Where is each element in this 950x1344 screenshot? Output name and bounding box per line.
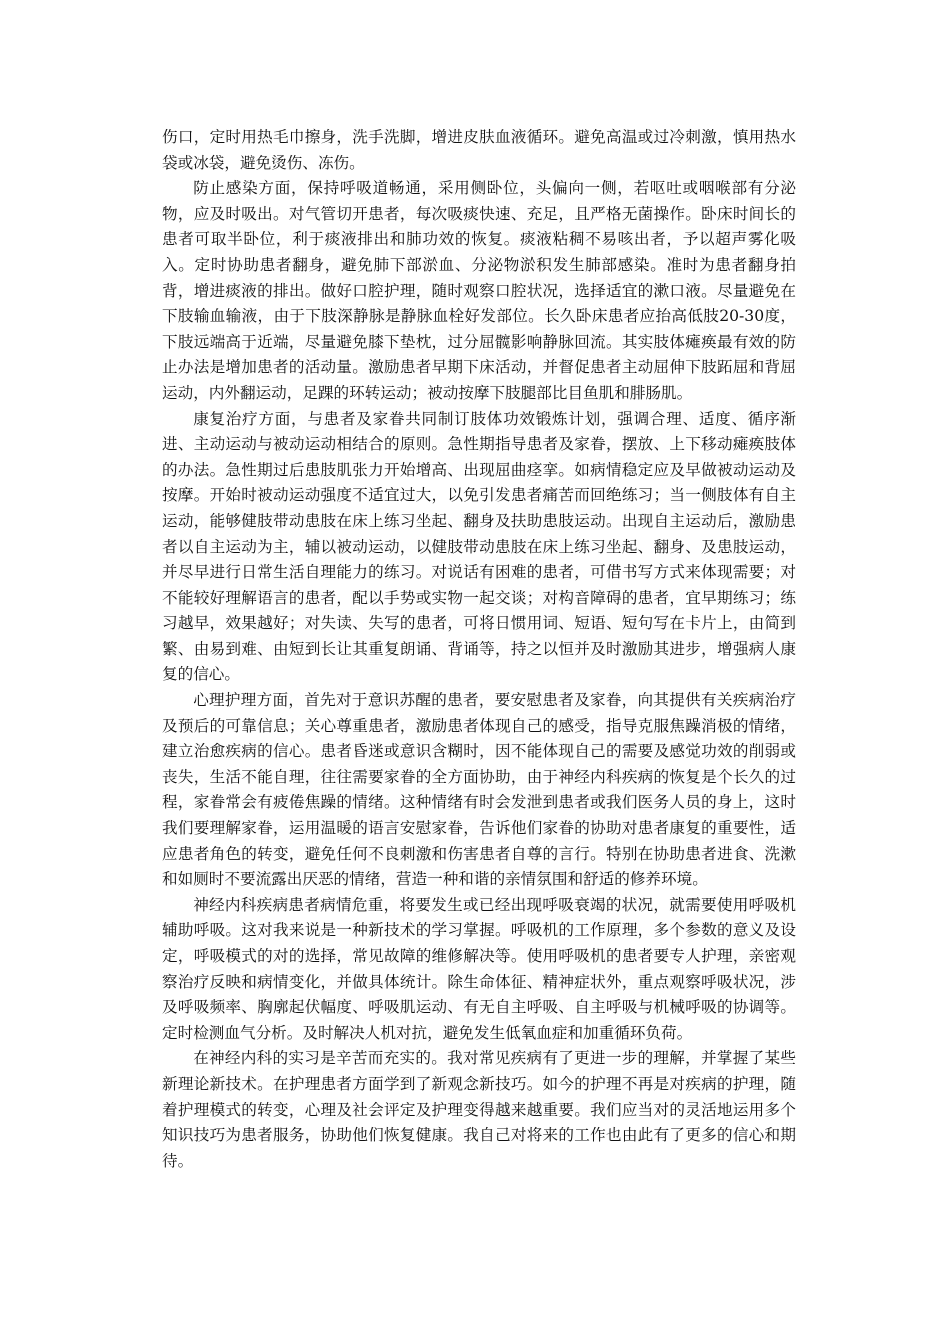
paragraph-psychological-care: 心理护理方面，首先对于意识苏醒的患者，要安慰患者及家眷，向其提供有关疾病治疗及预后的可靠信息；关心尊重患者，激励患者体现自己的感受，指导克服焦躁消极的情绪，建立治愈疾病的信心。患者昏迷或意识含糊时，因不能体现自己的需要及感觉功效的削弱或丧失，生活不能自理，往往需要家眷的全方面协助，由于神经内科疾病的恢复是个长久的过程，家眷常会有疲倦焦躁的情绪。这种情绪有时会发泄到患者或我们医务人员的身上，这时我们要理解家眷，运用温暖的语言安慰家眷，告诉他们家眷的协助对患者康复的重要性，适应患者角色的转变，避免任何不良刺激和伤害患者自尊的言行。特别在协助患者进食、洗漱和如厕时不要流露出厌恶的情绪，营造一种和谐的亲情氛围和舒适的修养环境。: [162, 691, 796, 889]
paragraph-wound-care: 伤口，定时用热毛巾擦身，洗手洗脚，增进皮肤血液循环。避免高温或过冷刺激，慎用热水袋或冰袋，避免烫伤、冻伤。: [162, 128, 796, 172]
document-body: [162, 125, 796, 1174]
paragraph-infection-prevention: 防止感染方面，保持呼吸道畅通，采用侧卧位，头偏向一侧，若呕吐或咽喉部有分泌物，应及时吸出。对气管切开患者，每次吸痰快速、充足，且严格无菌操作。卧床时间长的患者可取半卧位，利于痰液排出和肺功效的恢复。痰液粘稠不易咳出者，予以超声雾化吸入。定时协助患者翻身，避免肺下部淤血、分泌物淤积发生肺部感染。准时为患者翻身拍背，增进痰液的排出。做好口腔护理，随时观察口腔状况，选择适宜的漱口液。尽量避免在下肢输血输液，由于下肢深静脉是静脉血栓好发部位。长久卧床患者应抬高低肢20-30度，下肢远端高于近端，尽量避免膝下垫枕，过分屈髋影响静脉回流。其实肢体瘫痪最有效的防止办法是增加患者的活动量。激励患者早期下床活动，并督促患者主动屈伸下肢跖屈和背屈运动，内外翻运动，足踝的环转运动；被动按摩下肢腿部比目鱼肌和腓肠肌。: [162, 179, 796, 402]
paragraph-rehabilitation: 康复治疗方面，与患者及家眷共同制订肢体功效锻炼计划，强调合理、适度、循序渐进、主动运动与被动运动相结合的原则。急性期指导患者及家眷，摆放、上下移动瘫痪肢体的办法。急性期过后患肢肌张力开始增高、出现屈曲痉挛。如病情稳定应及早做被动运动及按摩。开始时被动运动强度不适宜过大，以免引发患者痛苦而回绝练习；当一侧肢体有自主运动，能够健肢带动患肢在床上练习坐起、翻身及扶助患肢运动。出现自主运动后，激励患者以自主运动为主，辅以被动运动，以健肢带动患肢在床上练习坐起、翻身、及患肢运动，并尽早进行日常生活自理能力的练习。对说话有困难的患者，可借书写方式来体现需要；对不能较好理解语言的患者，配以手势或实物一起交谈；对构音障碍的患者，宜早期练习；练习越早，效果越好；对失读、失写的患者，可将日惯用词、短语、短句写在卡片上，由简到繁、由易到难、由短到长让其重复朗诵、背诵等，持之以恒并及时激励其进步，增强病人康复的信心。: [162, 409, 796, 684]
paragraph-conclusion: 在神经内科的实习是辛苦而充实的。我对常见疾病有了更进一步的理解，并掌握了某些新理论新技术。在护理患者方面学到了新观念新技巧。如今的护理不再是对疾病的护理，随着护理模式的转变，心理及社会评定及护理变得越来越重要。我们应当对的灵活地运用多个知识技巧为患者服务，协助他们恢复健康。我自己对将来的工作也由此有了更多的信心和期待。: [162, 1049, 796, 1170]
paragraph-ventilator: 神经内科疾病患者病情危重，将要发生或已经出现呼吸衰竭的状况，就需要使用呼吸机辅助呼吸。这对我来说是一种新技术的学习掌握。呼吸机的工作原理，多个参数的意义及设定，呼吸模式的对的选择，常见故障的维修解决等。使用呼吸机的患者要专人护理，亲密观察治疗反映和病情变化，并做具体统计。除生命体征、精神症状外，重点观察呼吸状况，涉及呼吸频率、胸廓起伏幅度、呼吸肌运动、有无自主呼吸、自主呼吸与机械呼吸的协调等。定时检测血气分析。及时解决人机对抗，避免发生低氧血症和加重循环负荷。: [162, 895, 796, 1042]
